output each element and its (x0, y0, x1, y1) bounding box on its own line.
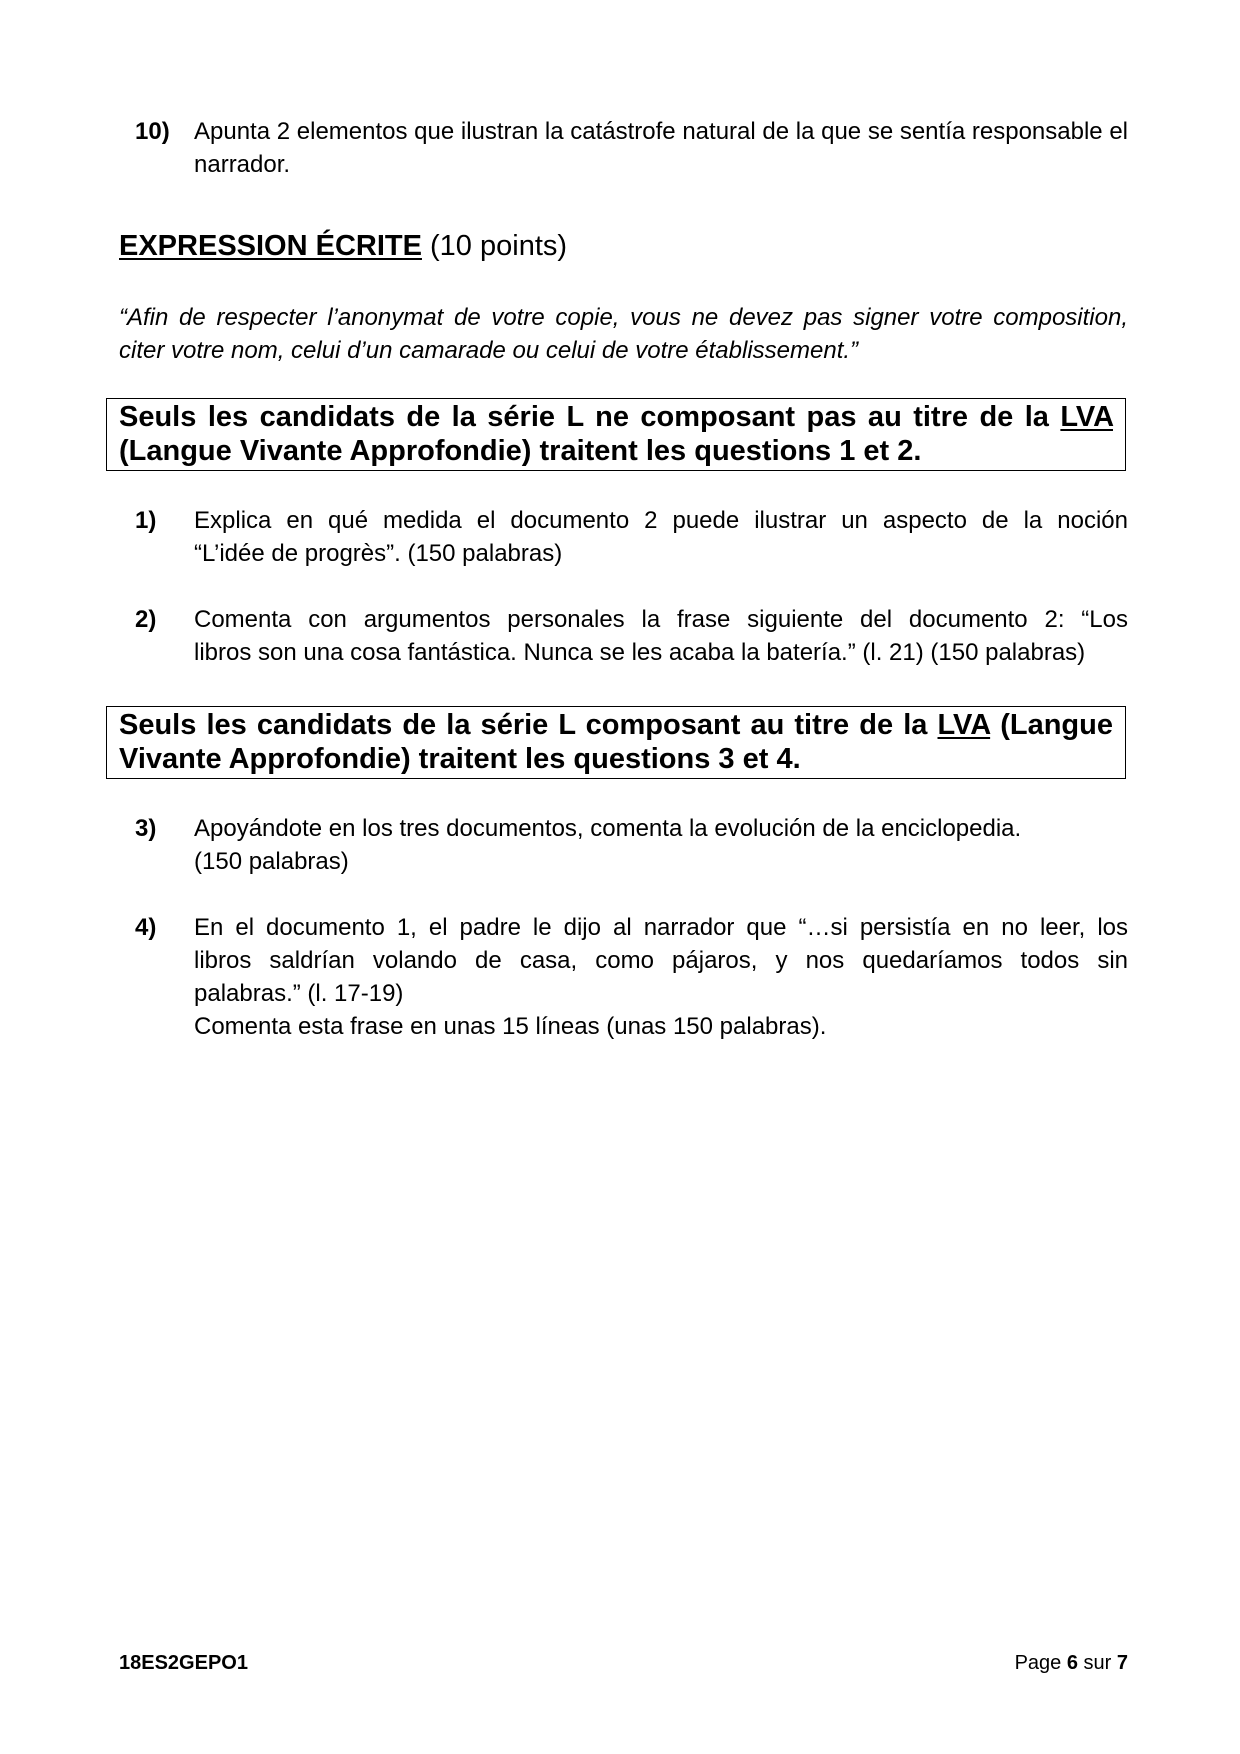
page-prefix: Page (1014, 1652, 1067, 1674)
question-text: libros son una cosa fantástica. Nunca se les acaba la batería.” (l. 21) (150 palabras) (194, 639, 1086, 666)
question-2 (135, 603, 1128, 669)
section-title-label: EXPRESSION ÉCRITE (119, 230, 422, 262)
question-text: (150 palabras) (194, 848, 349, 875)
anonymity-notice (119, 301, 1128, 367)
box-text: (Langue Vivante Approfondie) traitent les questions 3 et 4. (119, 709, 1113, 775)
document-code: 18ES2GEPO1 (119, 1652, 248, 1674)
section-title (119, 228, 567, 264)
question-text: libros saldrían volando de casa, como pájaros, y nos quedaríamos todos sin (194, 947, 1128, 974)
question-3 (135, 812, 1128, 878)
question-text: Apunta 2 elementos que ilustran la catástrofe natural de la que se sentía responsable el narrador. (194, 118, 1128, 178)
question-text: Comenta con argumentos personales la frase siguiente del documento 2: “Los (194, 606, 1128, 633)
question-number: 10) (135, 118, 170, 145)
question-text: Apoyándote en los tres documentos, comenta la evolución de la enciclopedia. (194, 815, 1022, 842)
instruction-box-non-lva (106, 398, 1126, 471)
question-number: 2) (135, 606, 157, 633)
box-text: Seuls les candidats de la série L composant au titre de la (119, 709, 938, 741)
question-4 (135, 911, 1128, 1043)
box-text: (Langue Vivante Approfondie) traitent les questions 1 et 2. (119, 435, 922, 467)
instruction-box-lva (106, 706, 1126, 779)
question-1 (135, 504, 1128, 570)
lva-label: LVA (1060, 401, 1113, 433)
question-text: “L’idée de progrès”. (150 palabras) (194, 540, 563, 567)
page-current: 6 (1066, 1652, 1078, 1674)
question-number: 3) (135, 815, 157, 842)
question-text: Comenta esta frase en unas 15 líneas (unas 150 palabras). (194, 1013, 827, 1040)
question-10 (135, 115, 1128, 181)
question-text: Explica en qué medida el documento 2 puede ilustrar un aspecto de la noción (194, 507, 1128, 534)
notice-line: “Afin de respecter l’anonymat de votre copie, vous ne devez pas signer votre composition, (119, 304, 1128, 331)
question-text: En el documento 1, el padre le dijo al narrador que “…si persistía en no leer, los (194, 914, 1128, 941)
notice-line: citer votre nom, celui d’un camarade ou celui de votre établissement.” (119, 337, 859, 364)
question-number: 4) (135, 914, 157, 941)
section-points: (10 points) (421, 230, 568, 262)
lva-label: LVA (937, 709, 991, 741)
page-total: 7 (1116, 1652, 1128, 1674)
box-text: Seuls les candidats de la série L ne composant pas au titre de la (119, 401, 1061, 433)
page-number (1015, 1652, 1128, 1675)
question-text: palabras.” (l. 17-19) (194, 980, 404, 1007)
page-middle: sur (1077, 1652, 1117, 1674)
question-number: 1) (135, 507, 157, 534)
